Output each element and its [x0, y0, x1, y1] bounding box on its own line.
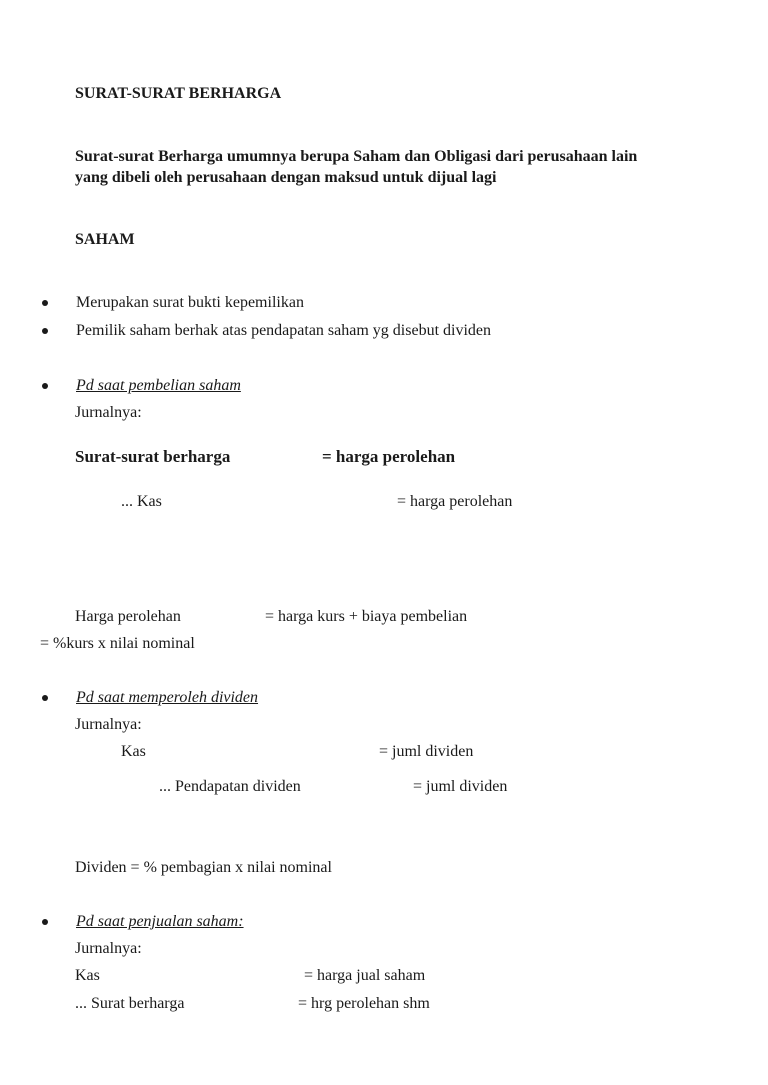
- bullet-item-ownership: Merupakan surat bukti kepemilikan: [76, 294, 304, 311]
- bullet-item-dividend: Pemilik saham berhak atas pendapatan saham yg disebut dividen: [76, 322, 491, 339]
- dividend-credit-account: ... Pendapatan dividen: [159, 778, 301, 795]
- dividend-journal-label: Jurnalnya:: [75, 716, 142, 733]
- purchase-debit-account: Surat-surat berharga: [75, 447, 231, 466]
- bullet-dot: [42, 695, 48, 701]
- purchase-debit-value: = harga perolehan: [322, 447, 456, 466]
- sale-debit-value: = harga jual saham: [304, 967, 426, 984]
- sale-journal-label: Jurnalnya:: [75, 940, 142, 957]
- intro-line-1: Surat-surat Berharga umumnya berupa Saham dan Obligasi dari perusahaan lain: [75, 148, 638, 165]
- purchase-formula-line-2: = %kurs x nilai nominal: [40, 635, 195, 652]
- sale-heading: Pd saat penjualan saham:: [76, 913, 244, 930]
- purchase-heading: Pd saat pembelian saham: [76, 377, 241, 394]
- dividend-formula: Dividen = % pembagian x nilai nominal: [75, 859, 332, 876]
- purchase-formula-label: Harga perolehan: [75, 608, 181, 625]
- sale-credit-value: = hrg perolehan shm: [298, 995, 430, 1012]
- sale-debit-account: Kas: [75, 967, 100, 984]
- section-heading-saham: SAHAM: [75, 231, 135, 248]
- dividend-credit-value: = juml dividen: [413, 778, 508, 795]
- sale-credit-account: ... Surat berharga: [75, 995, 185, 1012]
- page-title: SURAT-SURAT BERHARGA: [75, 85, 282, 102]
- purchase-formula-value: = harga kurs + biaya pembelian: [265, 608, 468, 625]
- dividend-debit-value: = juml dividen: [379, 743, 474, 760]
- purchase-credit-value: = harga perolehan: [397, 493, 513, 510]
- bullet-dot: [42, 328, 48, 334]
- purchase-journal-label: Jurnalnya:: [75, 404, 142, 421]
- bullet-dot: [42, 300, 48, 306]
- dividend-debit-account: Kas: [121, 743, 146, 760]
- purchase-credit-account: ... Kas: [121, 493, 162, 510]
- bullet-dot: [42, 383, 48, 389]
- bullet-dot: [42, 919, 48, 925]
- dividend-heading: Pd saat memperoleh dividen: [76, 689, 259, 706]
- intro-line-2: yang dibeli oleh perusahaan dengan maksud untuk dijual lagi: [75, 169, 497, 186]
